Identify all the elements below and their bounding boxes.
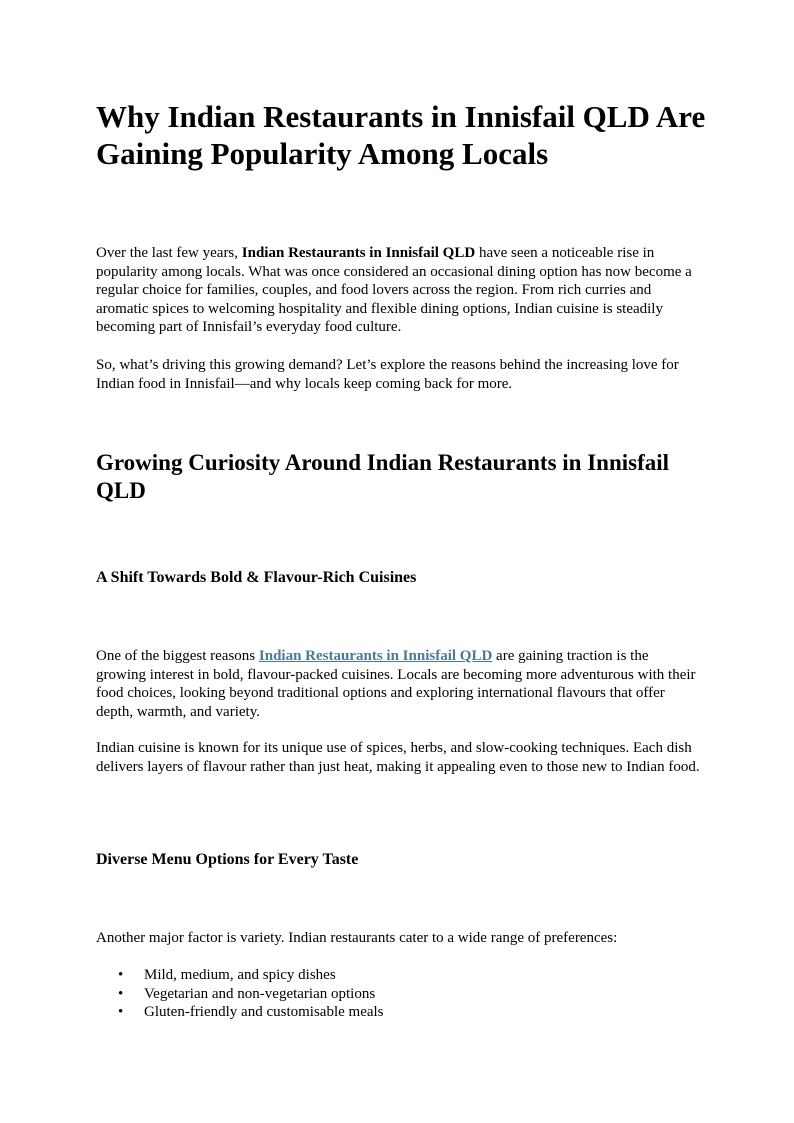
bullet-icon: • [118, 1004, 124, 1020]
bold-cuisines-lead: One of the biggest reasons [96, 648, 259, 664]
intro-lead: Over the last few years, [96, 245, 242, 261]
bold-cuisines-paragraph-1 [96, 647, 702, 721]
list-item [96, 985, 384, 1004]
intro-paragraph [96, 244, 702, 337]
page-title: Why Indian Restaurants in Innisfail QLD Are Gaining Popularity Among Locals [96, 99, 706, 171]
intro-rest: have seen a noticeable rise in popularity among locals. What was once considered an occasional dining option has now become a regular choice for families, couples, and food lovers across the region. From rich curries and aromatic spices to welcoming hospitality and flexible dining options, Indian cuisine is steadily becoming part of Innisfail’s everyday food culture. [96, 245, 692, 335]
list-item-text: Vegetarian and non-vegetarian options [144, 985, 376, 1002]
list-item [96, 966, 384, 985]
subsection-heading-diverse-menu: Diverse Menu Options for Every Taste [96, 851, 359, 868]
subsection-heading-bold-cuisines: A Shift Towards Bold & Flavour-Rich Cuisines [96, 569, 417, 586]
indian-restaurants-link[interactable]: Indian Restaurants in Innisfail QLD [258, 648, 493, 664]
bold-cuisines-rest: are gaining traction is the growing interest in bold, flavour-packed cuisines. Locals are becoming more adventurous with their food choices, looking beyond traditional options and exploring international flavours that offer depth, warmth, and variety. [96, 648, 696, 720]
bullet-icon: • [118, 967, 124, 983]
bullet-icon: • [118, 985, 124, 1002]
intro-bold-keyword: Indian Restaurants in Innisfail QLD [241, 245, 476, 261]
list-item-text: Mild, medium, and spicy dishes [144, 967, 336, 983]
preferences-list [96, 966, 384, 1022]
intro-paragraph-2: So, what’s driving this growing demand? Let’s explore the reasons behind the increasing love for Indian food in Innisfail—and why locals keep coming back for more. [96, 357, 679, 392]
bold-cuisines-paragraph-2: Indian cuisine is known for its unique use of spices, herbs, and slow-cooking techniques. Each dish delivers layers of flavour rather than just heat, making it appealing even to those new to Indian food. [96, 740, 700, 775]
diverse-menu-paragraph: Another major factor is variety. Indian restaurants cater to a wide range of preferences: [96, 930, 618, 946]
list-item [96, 1003, 384, 1022]
list-item-text: Gluten-friendly and customisable meals [144, 1004, 384, 1020]
section-heading-growing-curiosity: Growing Curiosity Around Indian Restaurants in Innisfail QLD [96, 450, 670, 503]
